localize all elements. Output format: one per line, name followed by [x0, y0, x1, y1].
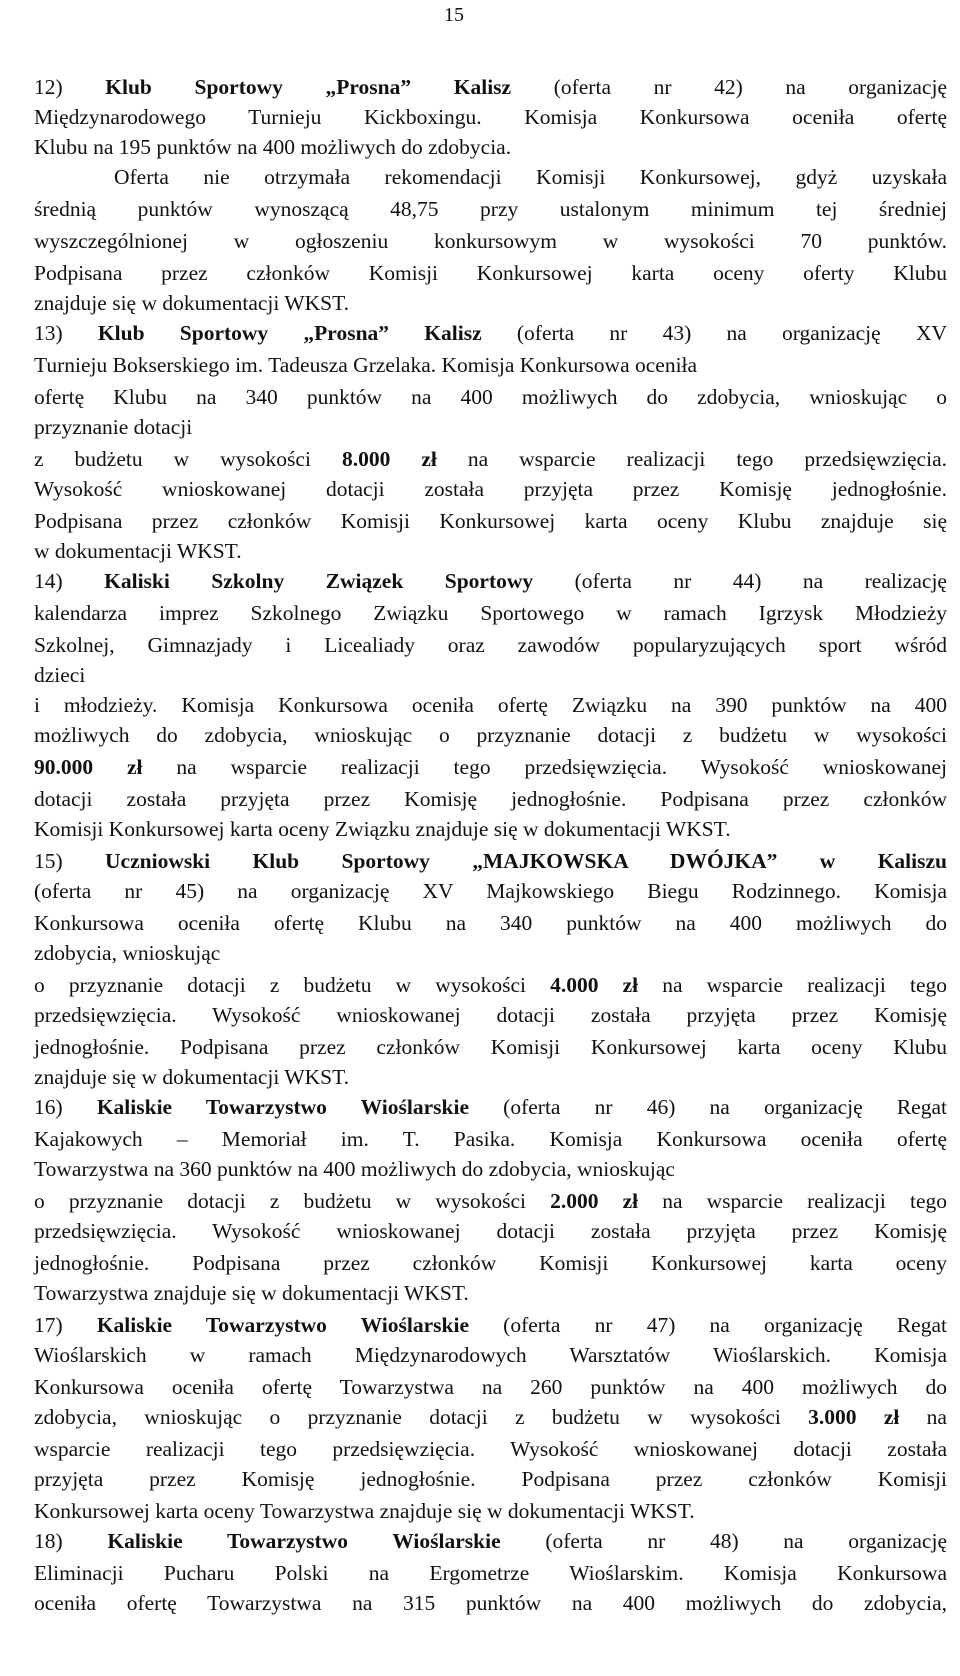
text-run: zdobycia, wnioskując o przyznanie dotacji z budżetu w wysokości [34, 1405, 809, 1429]
text-run: Konkursowa oceniła ofertę Klubu na 340 punktów na 400 możliwych do [34, 911, 947, 935]
text-run: 16) [34, 1095, 97, 1119]
bold-text: Klub Sportowy „Prosna” Kalisz [105, 75, 512, 99]
text-run: Oferta nie otrzymała rekomendacji Komisji Konkursowej, gdyż uzyskała [114, 165, 947, 189]
page-number: 15 [444, 4, 464, 26]
text-line [34, 194, 947, 224]
text-run: (oferta nr 48) na organizację [500, 1529, 947, 1553]
bold-text: 2.000 zł [550, 1189, 639, 1213]
text-line [34, 630, 947, 660]
text-line [34, 72, 947, 102]
text-line [34, 1216, 947, 1246]
text-run: przyznanie dotacji [34, 415, 193, 439]
text-run: w dokumentacji WKST. [34, 539, 242, 563]
text-run: przedsięwzięcia. Wysokość wnioskowanej dotacji została przyjęta przez Komisję [34, 1003, 947, 1027]
text-run: kalendarza imprez Szkolnego Związku Sportowego w ramach Igrzysk Młodzieży [34, 601, 947, 625]
text-run: Kajakowych – Memoriał im. T. Pasika. Komisja Konkursowa oceniła ofertę [34, 1127, 947, 1151]
text-run: 13) [34, 321, 98, 345]
text-line [34, 444, 947, 474]
text-line [34, 102, 947, 132]
bold-text: Kaliski Szkolny Związek Sportowy [104, 569, 534, 593]
text-run: na [899, 1405, 947, 1429]
text-run: Turnieju Bokserskiego im. Tadeusza Grzelaka. Komisja Konkursowa oceniła [34, 353, 698, 377]
bold-text: 4.000 zł [550, 973, 639, 997]
text-run: Szkolnej, Gimnazjady i Licealiady oraz zawodów popularyzujących sport wśród [34, 633, 947, 657]
text-run: na wsparcie realizacji tego [638, 1189, 948, 1213]
text-line [34, 752, 947, 782]
text-line [34, 1496, 947, 1526]
text-run: znajduje się w dokumentacji WKST. [34, 1065, 350, 1089]
text-line [34, 784, 947, 814]
text-run: Klubu na 195 punktów na 400 możliwych do zdobycia. [34, 135, 512, 159]
text-run: jednogłośnie. Podpisana przez członków Komisji Konkursowej karta oceny [34, 1251, 947, 1275]
text-line [34, 1340, 947, 1370]
bold-text: Klub Sportowy „Prosna” Kalisz [97, 321, 482, 345]
text-line [34, 598, 947, 628]
text-line [34, 1278, 947, 1308]
text-run: średnią punktów wynoszącą 48,75 przy ustalonym minimum tej średniej [34, 197, 947, 221]
text-line [34, 690, 947, 720]
text-line [34, 566, 947, 596]
text-line [34, 1124, 947, 1154]
text-line [34, 1186, 947, 1216]
bold-text: 90.000 zł [34, 755, 143, 779]
text-run: (oferta nr 46) na organizację Regat [469, 1095, 947, 1119]
text-run: Eliminacji Pucharu Polski na Ergometrze Wioślarskim. Komisja Konkursowa [34, 1561, 947, 1585]
text-line [34, 1248, 947, 1278]
text-run: dzieci [34, 663, 86, 687]
text-run: (oferta nr 45) na organizację XV Majkowskiego Biegu Rodzinnego. Komisja [34, 879, 947, 903]
text-run: Wioślarskich w ramach Międzynarodowych Warsztatów Wioślarskich. Komisja [34, 1343, 947, 1367]
text-run: zdobycia, wnioskując [34, 941, 221, 965]
text-line [34, 1310, 947, 1340]
text-line [34, 1526, 947, 1556]
bold-text: Kaliskie Towarzystwo Wioślarskie [96, 1095, 469, 1119]
text-line [34, 846, 947, 876]
text-run: o przyznanie dotacji z budżetu w wysokości [34, 1189, 551, 1213]
text-run: możliwych do zdobycia, wnioskując o przyznanie dotacji z budżetu w wysokości [34, 723, 947, 747]
text-line [34, 1372, 947, 1402]
text-run: jednogłośnie. Podpisana przez członków Komisji Konkursowej karta oceny Klubu [34, 1035, 947, 1059]
text-line [34, 162, 947, 192]
text-run: wyszczególnionej w ogłoszeniu konkursowym w wysokości 70 punktów. [34, 229, 947, 253]
text-line [34, 1154, 947, 1184]
text-run: dotacji została przyjęta przez Komisję jednogłośnie. Podpisana przez członków [34, 787, 947, 811]
text-line [34, 412, 947, 442]
text-line [34, 1402, 947, 1432]
text-line [34, 1092, 947, 1122]
text-line [34, 814, 947, 844]
text-line [34, 226, 947, 256]
text-run: Podpisana przez członków Komisji Konkursowej karta oceny oferty Klubu [34, 261, 947, 285]
text-run: wsparcie realizacji tego przedsięwzięcia. Wysokość wnioskowanej dotacji została [34, 1437, 947, 1461]
text-run: Komisji Konkursowej karta oceny Związku znajduje się w dokumentacji WKST. [34, 817, 731, 841]
text-line [34, 876, 947, 906]
text-run: na wsparcie realizacji tego [638, 973, 948, 997]
text-run: (oferta nr 44) na realizację [533, 569, 947, 593]
text-run: Towarzystwa na 360 punktów na 400 możliwych do zdobycia, wnioskując [34, 1157, 675, 1181]
text-line [34, 1434, 947, 1464]
text-run: 15) [34, 849, 106, 873]
text-run: Towarzystwa znajduje się w dokumentacji WKST. [34, 1281, 469, 1305]
bold-text: 3.000 zł [808, 1405, 900, 1429]
text-run: na wsparcie realizacji tego przedsięwzięcia. [436, 447, 947, 471]
text-line [34, 660, 947, 690]
text-run: z budżetu w wysokości [34, 447, 342, 471]
text-run: przyjęta przez Komisję jednogłośnie. Podpisana przez członków Komisji [34, 1467, 947, 1491]
text-run: o przyznanie dotacji z budżetu w wysokości [34, 973, 551, 997]
text-run: Międzynarodowego Turnieju Kickboxingu. Komisja Konkursowa oceniła ofertę [34, 105, 947, 129]
text-line [34, 132, 947, 162]
text-line [34, 258, 947, 288]
text-line [34, 382, 947, 412]
text-line [34, 908, 947, 938]
text-run: i młodzieży. Komisja Konkursowa oceniła ofertę Związku na 390 punktów na 400 [34, 693, 947, 717]
text-run: 12) [34, 75, 106, 99]
text-run: znajduje się w dokumentacji WKST. [34, 291, 350, 315]
bold-text: Uczniowski Klub Sportowy „MAJKOWSKA DWÓJKA” w Kaliszu [105, 849, 947, 873]
text-line [34, 1062, 947, 1092]
bold-text: Kaliskie Towarzystwo Wioślarskie [96, 1313, 469, 1337]
text-line [34, 970, 947, 1000]
text-run: ofertę Klubu na 340 punktów na 400 możliwych do zdobycia, wnioskując o [34, 385, 947, 409]
bold-text: 8.000 zł [341, 447, 437, 471]
text-run: (oferta nr 42) na organizację [511, 75, 947, 99]
text-run: (oferta nr 43) na organizację XV [481, 321, 948, 345]
text-run: oceniła ofertę Towarzystwa na 315 punktów na 400 możliwych do zdobycia, [34, 1591, 947, 1615]
text-line [34, 506, 947, 536]
text-run: 17) [34, 1313, 97, 1337]
text-run: Wysokość wnioskowanej dotacji została przyjęta przez Komisję jednogłośnie. [34, 477, 947, 501]
text-run: przedsięwzięcia. Wysokość wnioskowanej dotacji została przyjęta przez Komisję [34, 1219, 947, 1243]
text-line [34, 350, 947, 380]
text-line [34, 938, 947, 968]
text-line [34, 1032, 947, 1062]
text-line [34, 288, 947, 318]
text-line [34, 1464, 947, 1494]
text-line [34, 474, 947, 504]
text-run: na wsparcie realizacji tego przedsięwzięcia. Wysokość wnioskowanej [142, 755, 947, 779]
bold-text: Kaliskie Towarzystwo Wioślarskie [107, 1529, 501, 1553]
text-line [34, 536, 947, 566]
text-line [34, 720, 947, 750]
text-line [34, 1588, 947, 1618]
text-line [34, 1000, 947, 1030]
text-run: Konkursowa oceniła ofertę Towarzystwa na 260 punktów na 400 możliwych do [34, 1375, 947, 1399]
text-run: Podpisana przez członków Komisji Konkursowej karta oceny Klubu znajduje się [34, 509, 947, 533]
text-run: (oferta nr 47) na organizację Regat [469, 1313, 947, 1337]
text-line [34, 1558, 947, 1588]
text-line [34, 318, 947, 348]
text-run: 18) [34, 1529, 108, 1553]
text-run: 14) [34, 569, 105, 593]
text-run: Konkursowej karta oceny Towarzystwa znajduje się w dokumentacji WKST. [34, 1499, 695, 1523]
